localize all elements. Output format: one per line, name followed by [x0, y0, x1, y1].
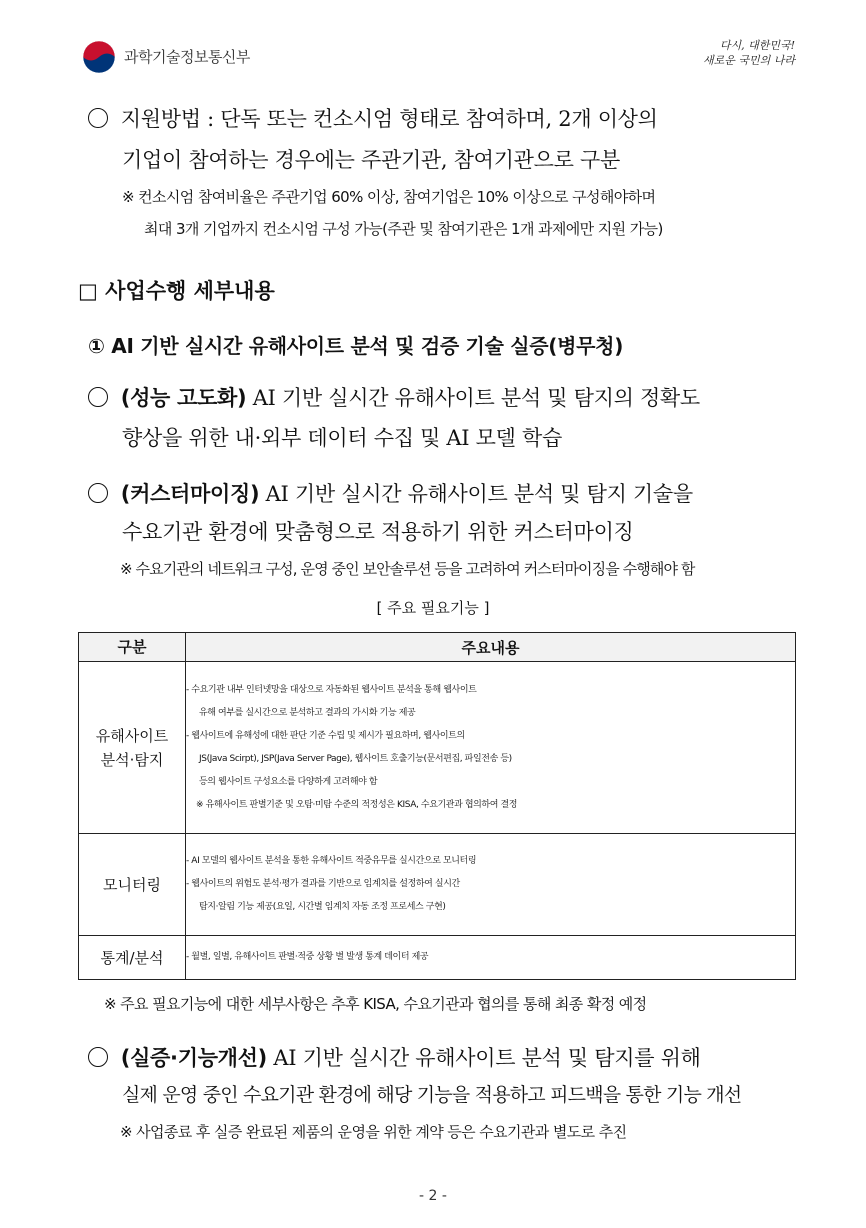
content-line: 유해 여부를 실시간으로 분석하고 결과의 가시화 기능 제공: [199, 707, 416, 718]
support-method-line-2: 기업이 참여하는 경우에는 주관기관, 참여기관으로 구분: [122, 148, 620, 172]
pilot-item-line-1: [88, 1041, 701, 1075]
content-line: 등의 웹사이트 구성요소를 다양하게 고려해야 함: [199, 776, 378, 787]
pilot-item-line-2: 실제 운영 중인 수요기관 환경에 해당 기능을 적용하고 피드백을 통한 기능 개선: [122, 1084, 742, 1106]
perf-item-line-2: 향상을 위한 내·외부 데이터 수집 및 AI 모델 학습: [122, 426, 562, 450]
row-label-statistics: 통계/분석: [79, 936, 186, 980]
custom-note: ※ 수요기관의 네트워크 구성, 운영 중인 보안솔루션 등을 고려하여 커스터마이징을 수행해야 함: [120, 560, 695, 578]
content-line: - 웹사이트의 위험도 분석·평가 결과를 기반으로 임계치를 설정하여 실시간: [186, 879, 460, 889]
support-note-line-2: 최대 3개 기업까지 컨소시엄 구성 가능(주관 및 참여기관은 1개 과제에만 지원 가능): [144, 220, 663, 238]
table-row: [79, 834, 796, 936]
content-note: ※ 유해사이트 판별기준 및 오탐·미탐 수준의 적정성은 KISA, 수요기관과 협의하여 결정: [196, 799, 518, 810]
header-col-category: 구분: [79, 633, 186, 662]
row-label-analysis: [79, 662, 186, 834]
perf-label: (성능 고도화): [120, 386, 247, 410]
ministry-name: 과학기술정보통신부: [124, 48, 250, 66]
row-content-statistics: [186, 936, 796, 980]
table-after-note: ※ 주요 필요기능에 대한 세부사항은 추후 KISA, 수요기관과 협의를 통해 최종 확정 예정: [104, 995, 647, 1013]
features-table: [78, 632, 796, 980]
section-subtitle: ① AI 기반 실시간 유해사이트 분석 및 검증 기술 실증(병무청): [88, 334, 624, 358]
row-label-line: 유해사이트: [95, 726, 169, 745]
content-line: JS(Java Scirpt), JSP(Java Server Page), 웹사이트 호출기능(문서편집, 파일전송 등): [199, 753, 512, 764]
circle-bullet-icon: [88, 108, 108, 128]
perf-text: AI 기반 실시간 유해사이트 분석 및 탐지의 정확도: [246, 386, 700, 410]
support-method-text: 지원방법 : 단독 또는 컨소시엄 형태로 참여하며, 2개 이상의: [120, 107, 658, 131]
content-line: - 웹사이트에 유해성에 대한 판단 기준 수립 및 제시가 필요하며, 웹사이트의: [186, 730, 465, 741]
row-label-monitoring: 모니터링: [79, 834, 186, 936]
content-line: 탐지·알림 기능 제공(요일, 시간별 임계치 자동 조정 프로세스 구현): [199, 902, 446, 912]
content-line: - AI 모델의 웹사이트 분석을 통한 유해사이트 적중유무를 실시간으로 모니터링: [186, 856, 477, 866]
page-number: - 2 -: [419, 1188, 447, 1204]
custom-text: AI 기반 실시간 유해사이트 분석 및 탐지 기술을: [259, 482, 693, 506]
section-title: □ 사업수행 세부내용: [78, 279, 275, 303]
custom-item-line-1: [88, 477, 693, 511]
row-content-monitoring: [186, 834, 796, 936]
slogan-line-2: 새로운 국민의 나라: [702, 54, 795, 67]
circle-bullet-icon: [88, 483, 108, 503]
table-row: [79, 936, 796, 980]
pilot-text: AI 기반 실시간 유해사이트 분석 및 탐지를 위해: [266, 1046, 701, 1070]
content-line: - 월별, 일별, 유해사이트 판별·적중 상황 별 발생 통계 데이터 제공: [186, 952, 429, 962]
custom-item-line-2: 수요기관 환경에 맞춤형으로 적용하기 위한 커스터마이징: [122, 520, 634, 544]
pilot-label: (실증·기능개선): [120, 1046, 267, 1070]
row-label-line: 분석·탐지: [100, 750, 164, 769]
circle-bullet-icon: [88, 387, 108, 407]
table-row: [79, 662, 796, 834]
custom-label: (커스터마이징): [120, 482, 260, 506]
perf-item-line-1: [88, 381, 700, 415]
content-line: - 수요기관 내부 인터넷망을 대상으로 자동화된 웹사이트 분석을 통해 웹사이트: [186, 684, 477, 695]
slogan-line-1: 다시, 대한민국!: [719, 39, 795, 52]
row-content-analysis: [186, 662, 796, 834]
table-header-row: [79, 633, 796, 662]
circle-bullet-icon: [88, 1047, 108, 1067]
ministry-logo-icon: [82, 40, 116, 74]
pilot-note: ※ 사업종료 후 실증 완료된 제품의 운영을 위한 계약 등은 수요기관과 별도로 추진: [120, 1123, 627, 1141]
header-col-content: 주요내용: [186, 633, 796, 662]
support-note-line-1: ※ 컨소시엄 참여비율은 주관기업 60% 이상, 참여기업은 10% 이상으로 구성해야하며: [122, 188, 656, 206]
slogan: [700, 38, 795, 68]
support-method-line-1: [88, 102, 658, 136]
table-caption: [ 주요 필요기능 ]: [376, 599, 490, 617]
